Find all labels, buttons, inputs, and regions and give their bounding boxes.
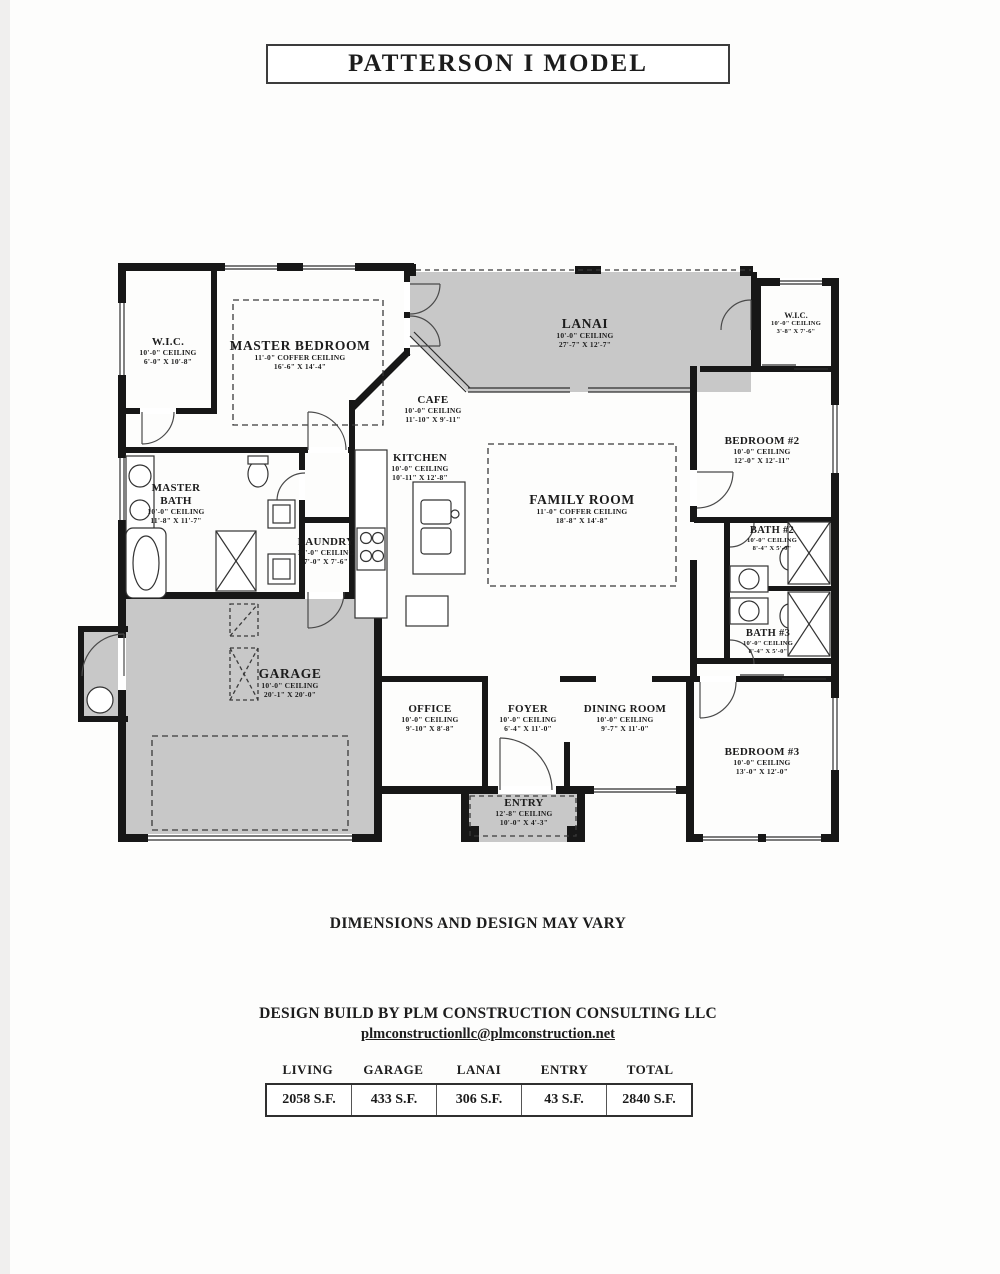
toilet-tank-master bbox=[248, 456, 268, 464]
areas-header: LANAI bbox=[456, 1062, 502, 1077]
island-sink-2 bbox=[421, 528, 451, 554]
room-label-foyer bbox=[499, 703, 556, 734]
room-ceiling: 10'-0" CEILING bbox=[391, 463, 449, 473]
room-name: BATH #3 bbox=[745, 628, 791, 639]
areas-value: 43 S.F. bbox=[521, 1085, 606, 1115]
room-ceiling: 10'-0" CEILING bbox=[733, 757, 791, 767]
room-name: BEDROOM #3 bbox=[724, 746, 800, 758]
areas-value: 306 S.F. bbox=[436, 1085, 521, 1115]
room-dims: 9'-7" X 11'-0" bbox=[601, 723, 649, 733]
room-ceiling: 11'-0" COFFER CEILING bbox=[254, 352, 346, 362]
room-label-wic-master bbox=[139, 336, 196, 367]
room-label-master-bath bbox=[136, 482, 216, 526]
room-label-lanai bbox=[556, 316, 613, 350]
room-ceiling: 10'-0" CEILING bbox=[297, 547, 355, 557]
room-dims: 7'-0" X 7'-6" bbox=[303, 556, 349, 566]
areas-header: ENTRY bbox=[540, 1062, 589, 1077]
room-name: OFFICE bbox=[408, 703, 452, 715]
room-dims: 13'-0" X 12'-0" bbox=[735, 766, 789, 776]
refrigerator bbox=[406, 596, 448, 626]
room-dims: 6'-0" X 10'-8" bbox=[143, 356, 193, 366]
room-dims: 9'-10" X 8'-8" bbox=[405, 723, 455, 733]
room-label-laundry bbox=[297, 536, 354, 567]
room-name: ENTRY bbox=[504, 797, 544, 809]
disclaimer-text: DIMENSIONS AND DESIGN MAY VARY bbox=[329, 915, 627, 932]
toilet-master bbox=[248, 461, 268, 487]
room-dims: 8'-4" X 5'-0" bbox=[752, 545, 792, 553]
room-label-office bbox=[401, 703, 458, 734]
room-label-kitchen bbox=[391, 452, 448, 483]
faucet bbox=[451, 510, 459, 518]
room-dims: 11'-10" X 9'-11" bbox=[405, 414, 461, 424]
room-ceiling: 10'-0" CEILING bbox=[139, 347, 197, 357]
page-title: PATTERSON I MODEL bbox=[348, 50, 648, 77]
room-dims: 3'-8" X 7'-6" bbox=[776, 327, 816, 335]
room-name: BEDROOM #2 bbox=[724, 435, 800, 447]
tub-basin bbox=[133, 536, 159, 590]
room-ceiling: 10'-0" CEILING bbox=[771, 320, 821, 328]
room-ceiling: 10'-0" CEILING bbox=[261, 680, 319, 690]
room-name: KITCHEN bbox=[392, 452, 448, 464]
room-ceiling: 10'-0" CEILING bbox=[556, 330, 614, 340]
room-name: FAMILY ROOM bbox=[529, 492, 635, 507]
room-label-bath-2 bbox=[747, 525, 797, 553]
builder-email: plmconstructionllc@plmconstruction.net bbox=[361, 1026, 615, 1042]
room-name: DINING ROOM bbox=[583, 703, 667, 715]
room-ceiling: 10'-0" CEILING bbox=[733, 446, 791, 456]
room-dims: 12'-0" X 12'-11" bbox=[734, 455, 790, 465]
room-name: FOYER bbox=[508, 703, 548, 715]
areas-value-row bbox=[265, 1083, 693, 1117]
room-label-bath-3 bbox=[743, 628, 793, 656]
areas-header: LIVING bbox=[282, 1062, 334, 1077]
room-label-bedroom-2 bbox=[725, 435, 800, 466]
room-ceiling: 12'-8" CEILING bbox=[495, 808, 553, 818]
room-name: BATH #2 bbox=[749, 525, 795, 536]
room-label-master-bedroom bbox=[230, 338, 371, 372]
room-dims: 16'-6" X 14'-4" bbox=[273, 361, 327, 371]
room-label-garage bbox=[259, 666, 322, 700]
room-dims: 27'-7" X 12'-7" bbox=[558, 339, 612, 349]
room-dims: 6'-4" X 11'-0" bbox=[504, 723, 552, 733]
areas-value: 2058 S.F. bbox=[282, 1092, 336, 1107]
room-name: CAFE bbox=[417, 394, 449, 406]
garage-area bbox=[124, 596, 378, 838]
areas-table bbox=[265, 1062, 693, 1117]
room-ceiling: 10'-0" CEILING bbox=[147, 506, 205, 516]
room-name: LAUNDRY bbox=[297, 536, 355, 548]
room-ceiling: 10'-0" CEILING bbox=[404, 405, 462, 415]
room-label-wic-2 bbox=[771, 310, 821, 335]
utility-circle bbox=[87, 687, 113, 713]
room-label-entry bbox=[495, 797, 552, 828]
room-ceiling: 11'-0" COFFER CEILING bbox=[536, 506, 628, 516]
room-ceiling: 10'-0" CEILING bbox=[596, 714, 654, 724]
room-ceiling: 10'-0" CEILING bbox=[499, 714, 557, 724]
areas-header: TOTAL bbox=[626, 1062, 674, 1077]
island-sink-1 bbox=[421, 500, 451, 524]
areas-header: GARAGE bbox=[363, 1062, 424, 1077]
room-ceiling: 10'-0" CEILING bbox=[743, 640, 793, 648]
room-dims: 10'-0" X 4'-3" bbox=[499, 817, 549, 827]
areas-header-row bbox=[265, 1062, 693, 1083]
room-ceiling: 10'-0" CEILING bbox=[401, 714, 459, 724]
room-name: MASTER BATH bbox=[151, 482, 201, 507]
areas-value: 433 S.F. bbox=[351, 1085, 436, 1115]
room-dims: 8'-4" X 5'-0" bbox=[748, 648, 788, 656]
room-label-cafe bbox=[404, 394, 461, 425]
room-label-family-room bbox=[529, 492, 634, 526]
areas-value: 2840 S.F. bbox=[606, 1085, 691, 1115]
room-name: GARAGE bbox=[258, 666, 322, 681]
room-dims: 20'-1" X 20'-0" bbox=[263, 689, 317, 699]
room-name: W.I.C. bbox=[151, 336, 185, 348]
room-label-dining-room bbox=[584, 703, 666, 734]
room-ceiling: 10'-0" CEILING bbox=[747, 537, 797, 545]
room-dims: 11'-8" X 11'-7" bbox=[150, 515, 202, 525]
room-dims: 10'-11" X 12'-8" bbox=[392, 472, 448, 482]
room-label-bedroom-3 bbox=[725, 746, 800, 777]
room-name: LANAI bbox=[561, 316, 609, 331]
builder-line: DESIGN BUILD BY PLM CONSTRUCTION CONSULTING LLC bbox=[259, 1005, 717, 1022]
room-name: MASTER BEDROOM bbox=[229, 338, 371, 353]
room-dims: 18'-8" X 14'-8" bbox=[555, 515, 609, 525]
room-name: W.I.C. bbox=[784, 310, 808, 320]
